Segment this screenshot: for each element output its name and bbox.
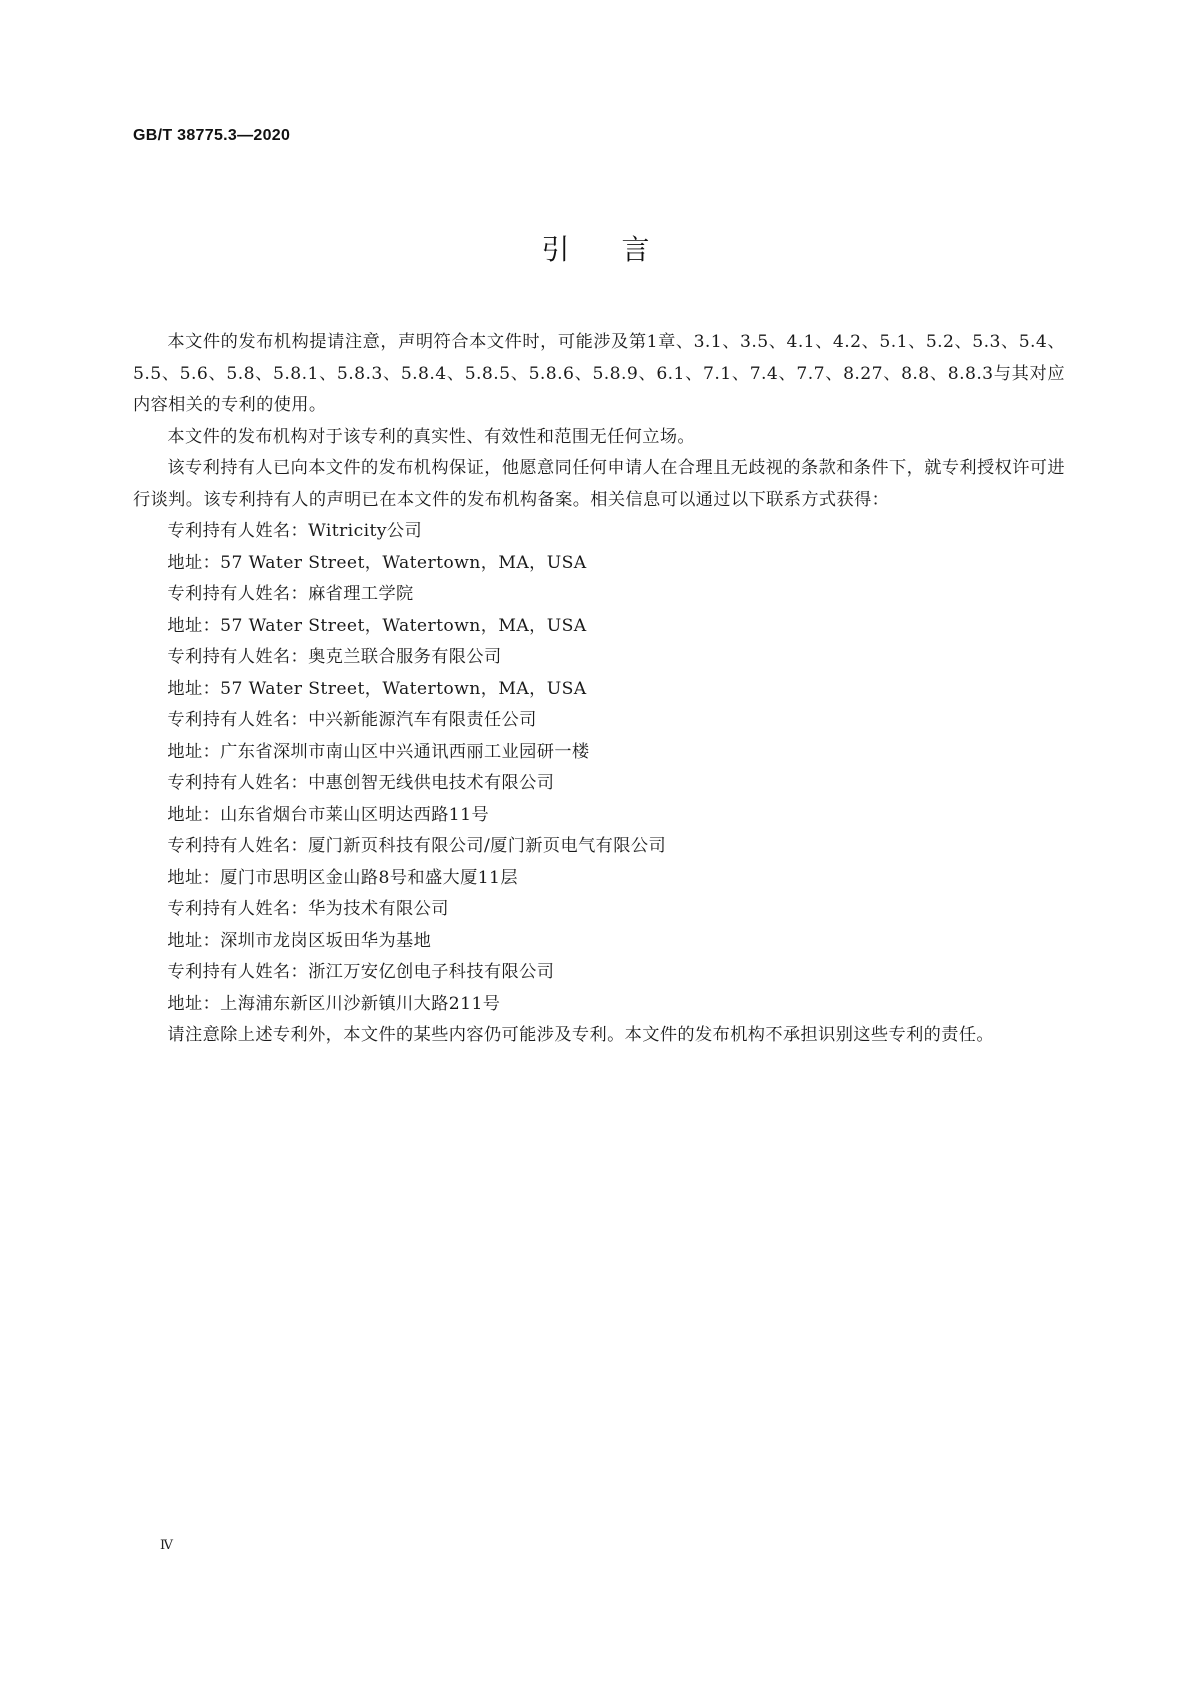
patent-holder-name: 专利持有人姓名：中兴新能源汽车有限责任公司 — [167, 710, 537, 730]
patent-holder-address: 地址：上海浦东新区川沙新镇川大路211号 — [167, 993, 501, 1014]
patent-holder-name: 专利持有人姓名：中惠创智无线供电技术有限公司 — [167, 773, 555, 793]
patent-holder-address: 地址：57 Water Street，Watertown，MA，USA — [167, 678, 587, 699]
paragraph-licensing: 该专利持有人已向本文件的发布机构保证，他愿意同任何申请人在合理且无歧视的条款和条件下，就专利授权许可进行谈判。该专利持有人的声明已在本文件的发布机构备案。相关信息可以通过以下联系方式获得： — [133, 458, 1065, 510]
patent-holder-name: 专利持有人姓名：奥克兰联合服务有限公司 — [167, 647, 502, 667]
patent-holder-name: 专利持有人姓名：华为技术有限公司 — [167, 899, 449, 919]
patent-holder-name: 专利持有人姓名：Witricity公司 — [167, 521, 423, 541]
standard-code: GB/T 38775.3—2020 — [133, 127, 291, 144]
paragraph-disclaimer: 请注意除上述专利外，本文件的某些内容仍可能涉及专利。本文件的发布机构不承担识别这些专利的责任。 — [167, 1025, 995, 1045]
patent-holder-address: 地址：57 Water Street，Watertown，MA，USA — [167, 615, 587, 636]
patent-holder-address: 地址：深圳市龙岗区坂田华为基地 — [167, 930, 432, 951]
patent-holder-name: 专利持有人姓名：浙江万安亿创电子科技有限公司 — [167, 962, 555, 982]
paragraph-patent-notice: 本文件的发布机构提请注意，声明符合本文件时，可能涉及第1章、3.1、3.5、4.1、4.2、5.1、5.2、5.3、5.4、5.5、5.6、5.8、5.8.1、5.8.3、5.8.4、5.8.5、5.8.6、5.8.9、6.1、7.1、7.4、7.7、8.27、8.8、8.8.3与其对应内容相关的专利的使用。 — [133, 332, 1065, 415]
patent-holder-address: 地址：57 Water Street，Watertown，MA，USA — [167, 552, 587, 573]
patent-holder-name: 专利持有人姓名：麻省理工学院 — [167, 584, 414, 604]
page-title: 引言 — [541, 233, 702, 266]
document-body — [133, 327, 1065, 1052]
patent-holder-address: 地址：广东省深圳市南山区中兴通讯西丽工业园研一楼 — [167, 741, 590, 762]
patent-holder-name: 专利持有人姓名：厦门新页科技有限公司/厦门新页电气有限公司 — [167, 836, 667, 856]
patent-holder-address: 地址：厦门市思明区金山路8号和盛大厦11层 — [167, 867, 518, 888]
page-number: Ⅳ — [160, 1538, 173, 1553]
patent-holder-address: 地址：山东省烟台市莱山区明达西路11号 — [167, 804, 490, 825]
paragraph-position: 本文件的发布机构对于该专利的真实性、有效性和范围无任何立场。 — [167, 426, 696, 447]
